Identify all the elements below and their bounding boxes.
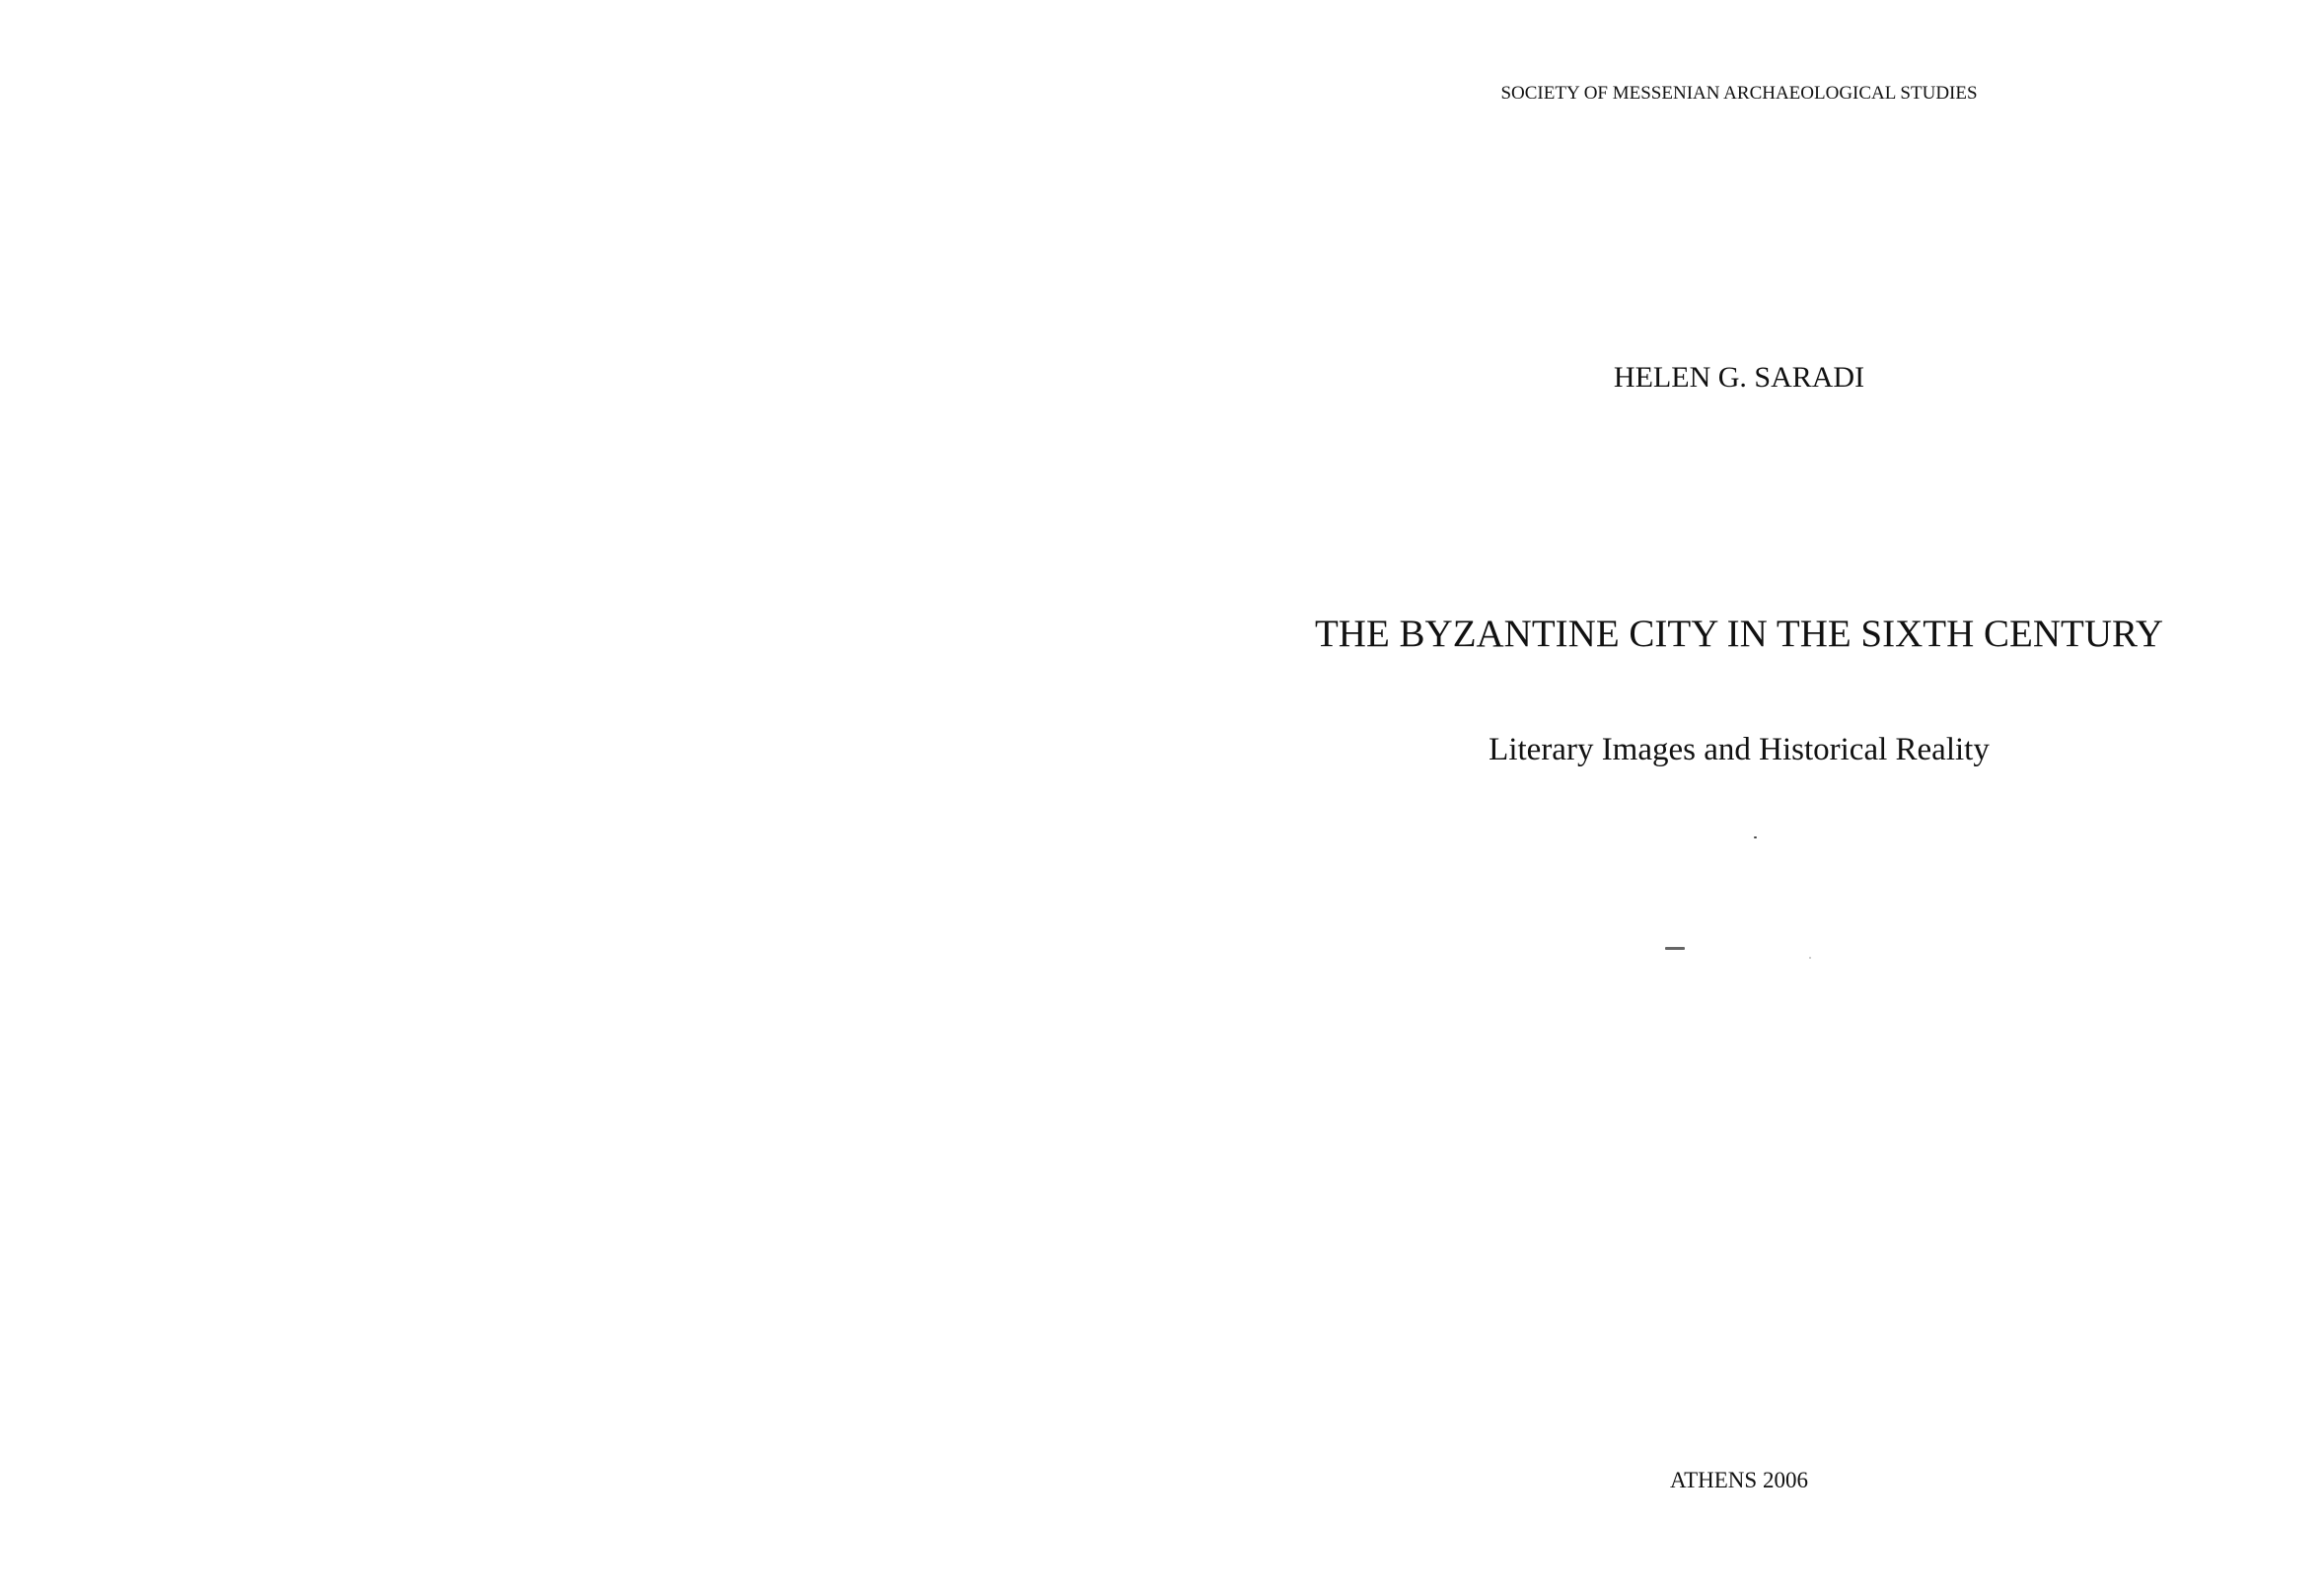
book-title: THE BYZANTINE CITY IN THE SIXTH CENTURY [1314, 613, 2164, 655]
author-name: HELEN G. SARADI [1613, 361, 1865, 394]
scan-speck [1754, 836, 1757, 838]
book-subtitle: Literary Images and Historical Reality [1489, 732, 1990, 767]
scan-speck [1809, 957, 1811, 959]
publication-place-year: ATHENS 2006 [1670, 1468, 1808, 1492]
title-page [1162, 0, 2324, 1594]
series-heading: SOCIETY OF MESSENIAN ARCHAEOLOGICAL STUDIES [1500, 83, 1978, 104]
scan-speck [1665, 947, 1685, 950]
